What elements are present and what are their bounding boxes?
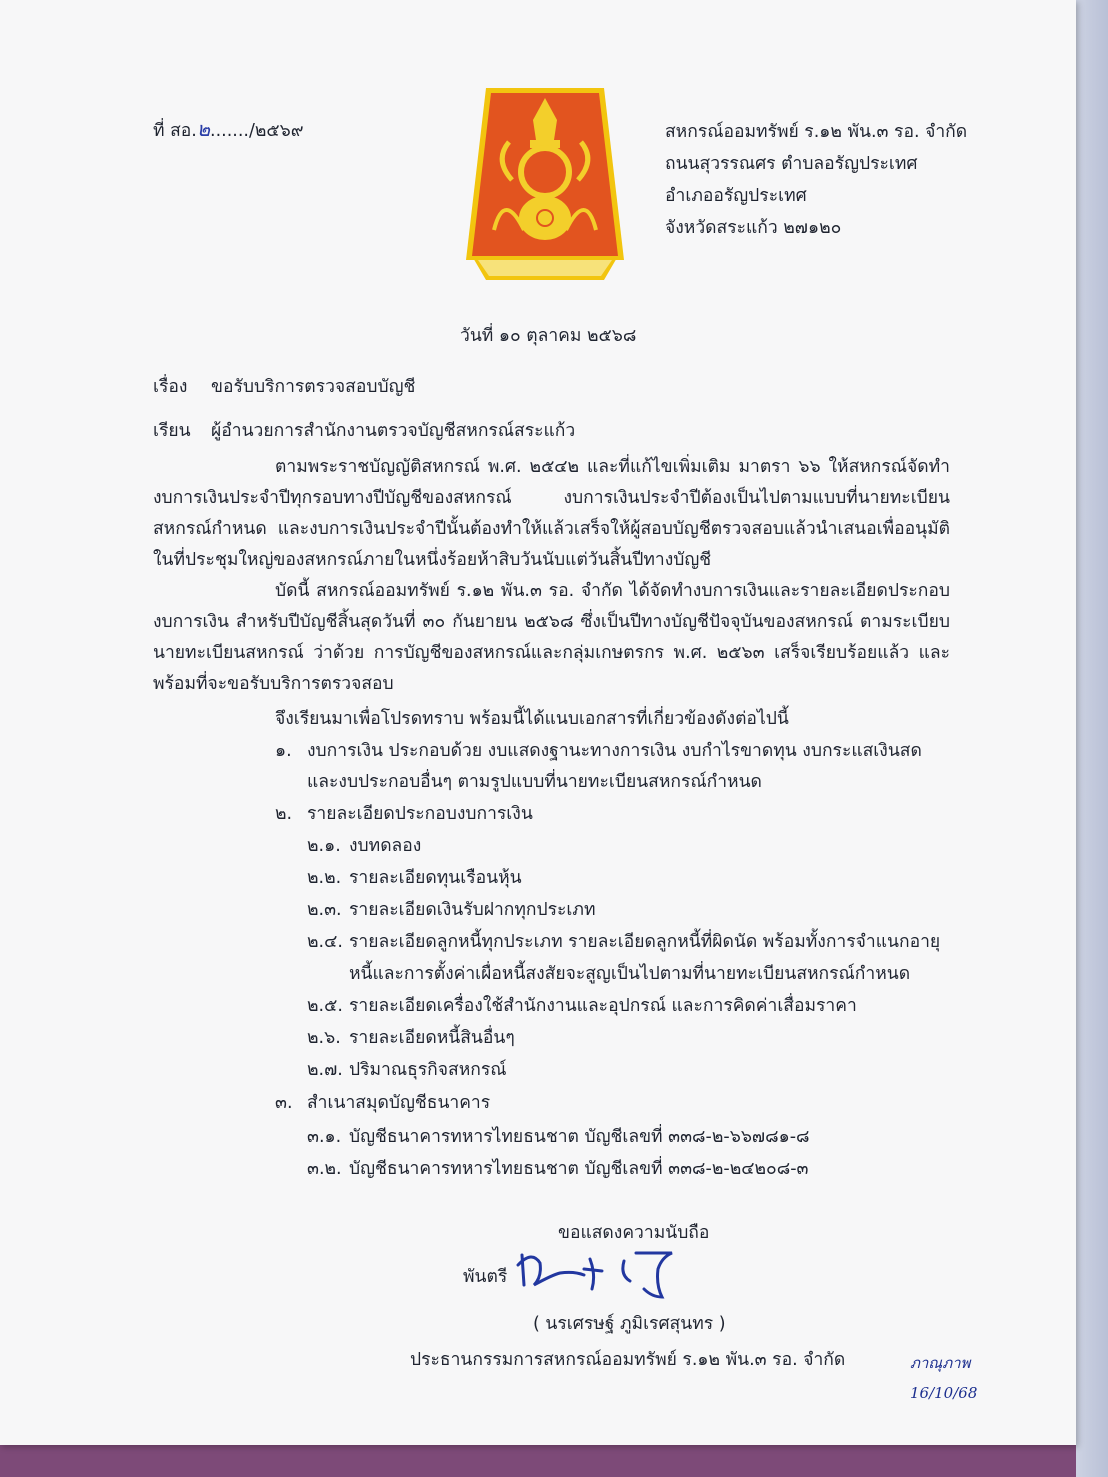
address-line: สหกรณ์ออมทรัพย์ ร.๑๒ พัน.๓ รอ. จำกัด xyxy=(665,122,968,142)
list-item: ๓.๒. บัญชีธนาคารทหารไทยธนชาต บัญชีเลขที่ ๓๓๘-๒-๒๔๒๐๘-๓ xyxy=(307,1159,809,1179)
reference-handwritten-number: ๒ xyxy=(196,117,211,141)
list-item: ๒.๗. ปริมาณธุรกิจสหกรณ์ xyxy=(307,1060,507,1080)
address-line: ถนนสุวรรณศร ตำบลอรัญประเทศ xyxy=(665,154,918,174)
body-paragraph: ตามพระราชบัญญัติสหกรณ์ พ.ศ. ๒๕๔๒ และที่แก้ไขเพิ่มเติม มาตรา ๖๖ ให้สหกรณ์จัดทำงบการเงินประจำปีทุกรอบทางปีบัญชีของสหกรณ์ งบการเงินประจำปีต้องเป็นไปตามแบบที่นายทะเบียนสหกรณ์กำหนด และงบการเงินประจำปีนั้นต้องทำให้แล้วเสร็จให้ผู้สอบบัญชีตรวจสอบแล้วนำเสนอเพื่ออนุมัติในที่ประชุมใหญ่ของสหกรณ์ภายในหนึ่งร้อยห้าสิบวันนับแต่วันสิ้นปีทางบัญชี xyxy=(153,457,950,570)
note-date: 16/10/68 xyxy=(910,1384,978,1402)
list-item: ๓.๑. บัญชีธนาคารทหารไทยธนชาต บัญชีเลขที่ ๓๓๘-๒-๖๖๗๘๑-๘ xyxy=(307,1127,810,1147)
reference-suffix: /๒๕๖๙ xyxy=(249,121,304,141)
desk-surface xyxy=(1076,0,1108,1477)
list-item: ๒.๔. รายละเอียดลูกหนี้ทุกประเภท รายละเอียดลูกหนี้ที่ผิดนัด พร้อมทั้งการจำแนกอายุ xyxy=(307,932,941,952)
reference-prefix: ที่ สอ. xyxy=(153,121,197,141)
list-item: ๒.๒. รายละเอียดทุนเรือนหุ้น xyxy=(307,868,522,888)
reference-number xyxy=(153,113,304,145)
body-paragraph: จึงเรียนมาเพื่อโปรดทราบ พร้อมนี้ได้แนบเอกสารที่เกี่ยวข้องดังต่อไปนี้ xyxy=(275,709,789,729)
list-item: ๒.๑. งบทดลอง xyxy=(307,836,422,856)
list-item: ๒.๓. รายละเอียดเงินรับฝากทุกประเภท xyxy=(307,900,596,920)
reference-dots: ....... xyxy=(210,121,249,141)
subject-line xyxy=(153,372,415,400)
salutation-label: เรียน xyxy=(153,421,191,441)
list-item: ๑. งบการเงิน ประกอบด้วย งบแสดงฐานะทางการเงิน งบกำไรขาดทุน งบกระแสเงินสด xyxy=(275,741,922,761)
subject-label: เรื่อง xyxy=(153,377,188,397)
address-line: อำเภออรัญประเทศ xyxy=(665,186,807,206)
salutation-line xyxy=(153,416,575,444)
address-line: จังหวัดสระแก้ว ๒๗๑๒๐ xyxy=(665,218,842,238)
handwritten-signature xyxy=(512,1245,682,1300)
list-item-continuation: หนี้และการตั้งค่าเผื่อหนี้สงสัยจะสูญเป็นไปตามที่นายทะเบียนสหกรณ์กำหนด xyxy=(349,964,911,984)
signer-rank: พันตรี xyxy=(463,1267,508,1287)
body-paragraph: บัดนี้ สหกรณ์ออมทรัพย์ ร.๑๒ พัน.๓ รอ. จำกัด ได้จัดทำงบการเงินและรายละเอียดประกอบงบการเงิน สำหรับปีบัญชีสิ้นสุดวันที่ ๓๐ กันยายน ๒๕๖๘ ซึ่งเป็นปีทางบัญชีปัจจุบันของสหกรณ์ ตามระเบียบนายทะเบียนสหกรณ์ ว่าด้วย การบัญชีของสหกรณ์และกลุ่มเกษตรกร พ.ศ. ๒๕๖๓ เสร็จเรียบร้อยแล้ว และพร้อมที่จะขอรับบริการตรวจสอบ xyxy=(153,581,950,694)
salutation-text: ผู้อำนวยการสำนักงานตรวจบัญชีสหกรณ์สระแก้ว xyxy=(211,421,576,441)
list-item: ๒.๕. รายละเอียดเครื่องใช้สำนักงานและอุปกรณ์ และการคิดค่าเสื่อมราคา xyxy=(307,996,857,1016)
signer-title: ประธานกรรมการสหกรณ์ออมทรัพย์ ร.๑๒ พัน.๓ รอ. จำกัด xyxy=(410,1350,846,1370)
note-initials: ภาณุภาพ xyxy=(910,1354,971,1372)
closing-text: ขอแสดงความนับถือ xyxy=(558,1223,710,1243)
handwritten-note xyxy=(910,1348,977,1408)
subject-text: ขอรับบริการตรวจสอบบัญชี xyxy=(211,377,416,397)
cooperative-logo xyxy=(464,80,626,292)
sender-address xyxy=(665,116,967,244)
letter-date: วันที่ ๑๐ ตุลาคม ๒๕๖๘ xyxy=(460,326,637,346)
list-item-continuation: และงบประกอบอื่นๆ ตามรูปแบบที่นายทะเบียนสหกรณ์กำหนด xyxy=(307,772,762,792)
list-item: ๒. รายละเอียดประกอบงบการเงิน xyxy=(275,804,533,824)
list-item: ๒.๖. รายละเอียดหนี้สินอื่นๆ xyxy=(307,1028,515,1048)
signer-name: ( นรเศรษฐ์ ภูมิเรศสุนทร ) xyxy=(533,1314,726,1334)
list-item: ๓. สำเนาสมุดบัญชีธนาคาร xyxy=(275,1093,491,1113)
